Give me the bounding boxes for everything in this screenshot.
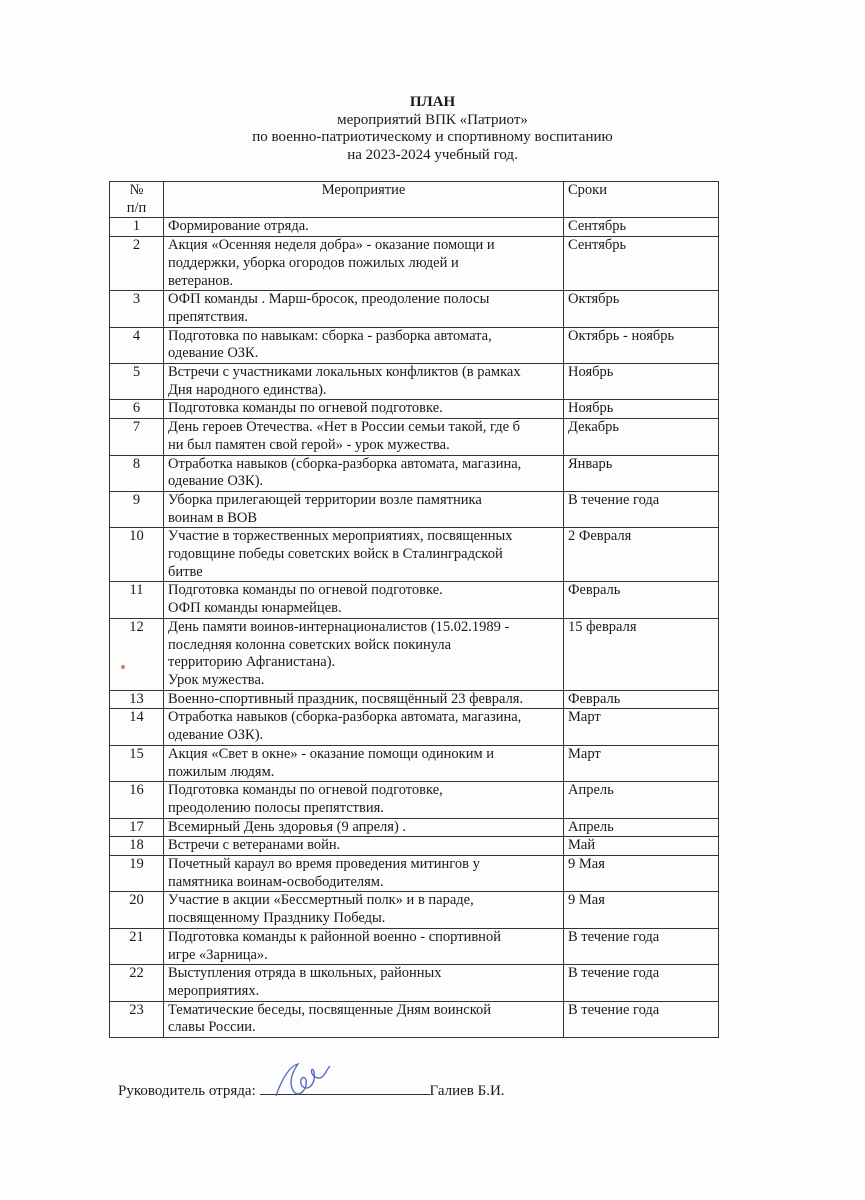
- table-row: [110, 364, 719, 400]
- event-description: Подготовка команды по огневой подготовке, преодолению полосы препятствия.: [164, 782, 564, 818]
- table-row: [110, 782, 719, 818]
- table-row: [110, 818, 719, 837]
- table-row: [110, 455, 719, 491]
- table-row: [110, 491, 719, 527]
- events-table: [109, 181, 719, 1038]
- table-row: [110, 928, 719, 964]
- event-description: Формирование отряда.: [164, 218, 564, 237]
- table-row: [110, 837, 719, 856]
- event-description: Участие в торжественных мероприятиях, посвященных годовщине победы советских войск в Сталинградской битве: [164, 528, 564, 582]
- row-number: 22: [110, 965, 164, 1001]
- event-description: Подготовка команды по огневой подготовке.: [164, 400, 564, 419]
- table-row: [110, 291, 719, 327]
- event-description: Подготовка команды к районной военно - спортивной игре «Зарница».: [164, 928, 564, 964]
- row-number: 7: [110, 419, 164, 455]
- event-dates: 9 Мая: [564, 856, 719, 892]
- event-description: Выступления отряда в школьных, районных мероприятиях.: [164, 965, 564, 1001]
- table-row: [110, 1001, 719, 1037]
- row-number: 13: [110, 690, 164, 709]
- subtitle-line-3: на 2023-2024 учебный год.: [347, 146, 518, 163]
- row-number: 3: [110, 291, 164, 327]
- event-dates: Март: [564, 745, 719, 781]
- table-row: [110, 618, 719, 690]
- event-dates: Декабрь: [564, 419, 719, 455]
- event-dates: В течение года: [564, 928, 719, 964]
- row-number: 19: [110, 856, 164, 892]
- table-row: [110, 327, 719, 363]
- row-number: 2: [110, 237, 164, 291]
- event-dates: Апрель: [564, 818, 719, 837]
- event-dates: Ноябрь: [564, 364, 719, 400]
- event-description: Участие в акции «Бессмертный полк» и в параде, посвященному Празднику Победы.: [164, 892, 564, 928]
- event-description: День памяти воинов-интернационалистов (15.02.1989 - последняя колонна советских войск покинула территорию Афганистана). Урок мужества.: [164, 618, 564, 690]
- row-number: 21: [110, 928, 164, 964]
- row-number: 5: [110, 364, 164, 400]
- row-number: 18: [110, 837, 164, 856]
- event-dates: Октябрь: [564, 291, 719, 327]
- signer-role: Руководитель отряда:: [118, 1083, 256, 1099]
- table-row: [110, 582, 719, 618]
- event-dates: 9 Мая: [564, 892, 719, 928]
- event-dates: Март: [564, 709, 719, 745]
- event-description: Акция «Осенняя неделя добра» - оказание помощи и поддержки, уборка огородов пожилых людей и ветеранов.: [164, 237, 564, 291]
- table-row: [110, 892, 719, 928]
- row-number: 17: [110, 818, 164, 837]
- row-number: 23: [110, 1001, 164, 1037]
- row-number: 20: [110, 892, 164, 928]
- event-dates: Сентябрь: [564, 218, 719, 237]
- event-dates: Февраль: [564, 690, 719, 709]
- row-number: 11: [110, 582, 164, 618]
- event-description: Акция «Свет в окне» - оказание помощи одиноким и пожилым людям.: [164, 745, 564, 781]
- table-row: [110, 709, 719, 745]
- row-number: 1: [110, 218, 164, 237]
- document-header: [0, 94, 865, 164]
- handwritten-signature: [268, 1058, 338, 1103]
- table-row: [110, 745, 719, 781]
- event-dates: Май: [564, 837, 719, 856]
- event-dates: Январь: [564, 455, 719, 491]
- row-number: 4: [110, 327, 164, 363]
- event-dates: Ноябрь: [564, 400, 719, 419]
- event-description: Подготовка команды по огневой подготовке. ОФП команды юнармейцев.: [164, 582, 564, 618]
- event-description: Тематические беседы, посвященные Дням воинской славы России.: [164, 1001, 564, 1037]
- document-title: ПЛАН: [409, 94, 456, 110]
- event-dates: Сентябрь: [564, 237, 719, 291]
- row-number: 9: [110, 491, 164, 527]
- table-row: [110, 965, 719, 1001]
- row-number: 10: [110, 528, 164, 582]
- column-header-event: Мероприятие: [164, 182, 564, 218]
- subtitle-line-1: мероприятий ВПК «Патриот»: [337, 111, 528, 128]
- event-dates: 2 Февраля: [564, 528, 719, 582]
- table-row: [110, 690, 719, 709]
- event-description: Военно-спортивный праздник, посвящённый 23 февраля.: [164, 690, 564, 709]
- event-description: Встречи с участниками локальных конфликтов (в рамках Дня народного единства).: [164, 364, 564, 400]
- table-row: [110, 218, 719, 237]
- event-dates: 15 февраля: [564, 618, 719, 690]
- event-dates: В течение года: [564, 1001, 719, 1037]
- row-number: 8: [110, 455, 164, 491]
- row-number: 12: [110, 618, 164, 690]
- subtitle-line-2: по военно-патриотическому и спортивному воспитанию: [252, 129, 613, 145]
- event-description: ОФП команды . Марш-бросок, преодоление полосы препятствия.: [164, 291, 564, 327]
- row-number: 16: [110, 782, 164, 818]
- event-description: Отработка навыков (сборка-разборка автомата, магазина, одевание ОЗК).: [164, 709, 564, 745]
- event-dates: В течение года: [564, 491, 719, 527]
- scan-speck: [121, 665, 125, 669]
- row-number: 6: [110, 400, 164, 419]
- signer-name: Галиев Б.И.: [429, 1083, 505, 1099]
- event-description: Отработка навыков (сборка-разборка автомата, магазина, одевание ОЗК).: [164, 455, 564, 491]
- event-description: Встречи с ветеранами войн.: [164, 837, 564, 856]
- row-number: 15: [110, 745, 164, 781]
- event-dates: Февраль: [564, 582, 719, 618]
- event-description: День героев Отечества. «Нет в России семьи такой, где б ни был памятен свой герой» - урок мужества.: [164, 419, 564, 455]
- column-header-dates: Сроки: [564, 182, 719, 218]
- table-row: [110, 400, 719, 419]
- event-dates: Октябрь - ноябрь: [564, 327, 719, 363]
- table-row: [110, 856, 719, 892]
- table-header-row: [110, 182, 719, 218]
- event-description: Подготовка по навыкам: сборка - разборка автомата, одевание ОЗК.: [164, 327, 564, 363]
- table-row: [110, 237, 719, 291]
- event-dates: В течение года: [564, 965, 719, 1001]
- event-description: Почетный караул во время проведения митингов у памятника воинам-освободителям.: [164, 856, 564, 892]
- event-description: Всемирный День здоровья (9 апреля) .: [164, 818, 564, 837]
- column-header-number: № п/п: [110, 182, 164, 218]
- row-number: 14: [110, 709, 164, 745]
- event-description: Уборка прилегающей территории возле памятника воинам в ВОВ: [164, 491, 564, 527]
- table-row: [110, 528, 719, 582]
- table-row: [110, 419, 719, 455]
- event-dates: Апрель: [564, 782, 719, 818]
